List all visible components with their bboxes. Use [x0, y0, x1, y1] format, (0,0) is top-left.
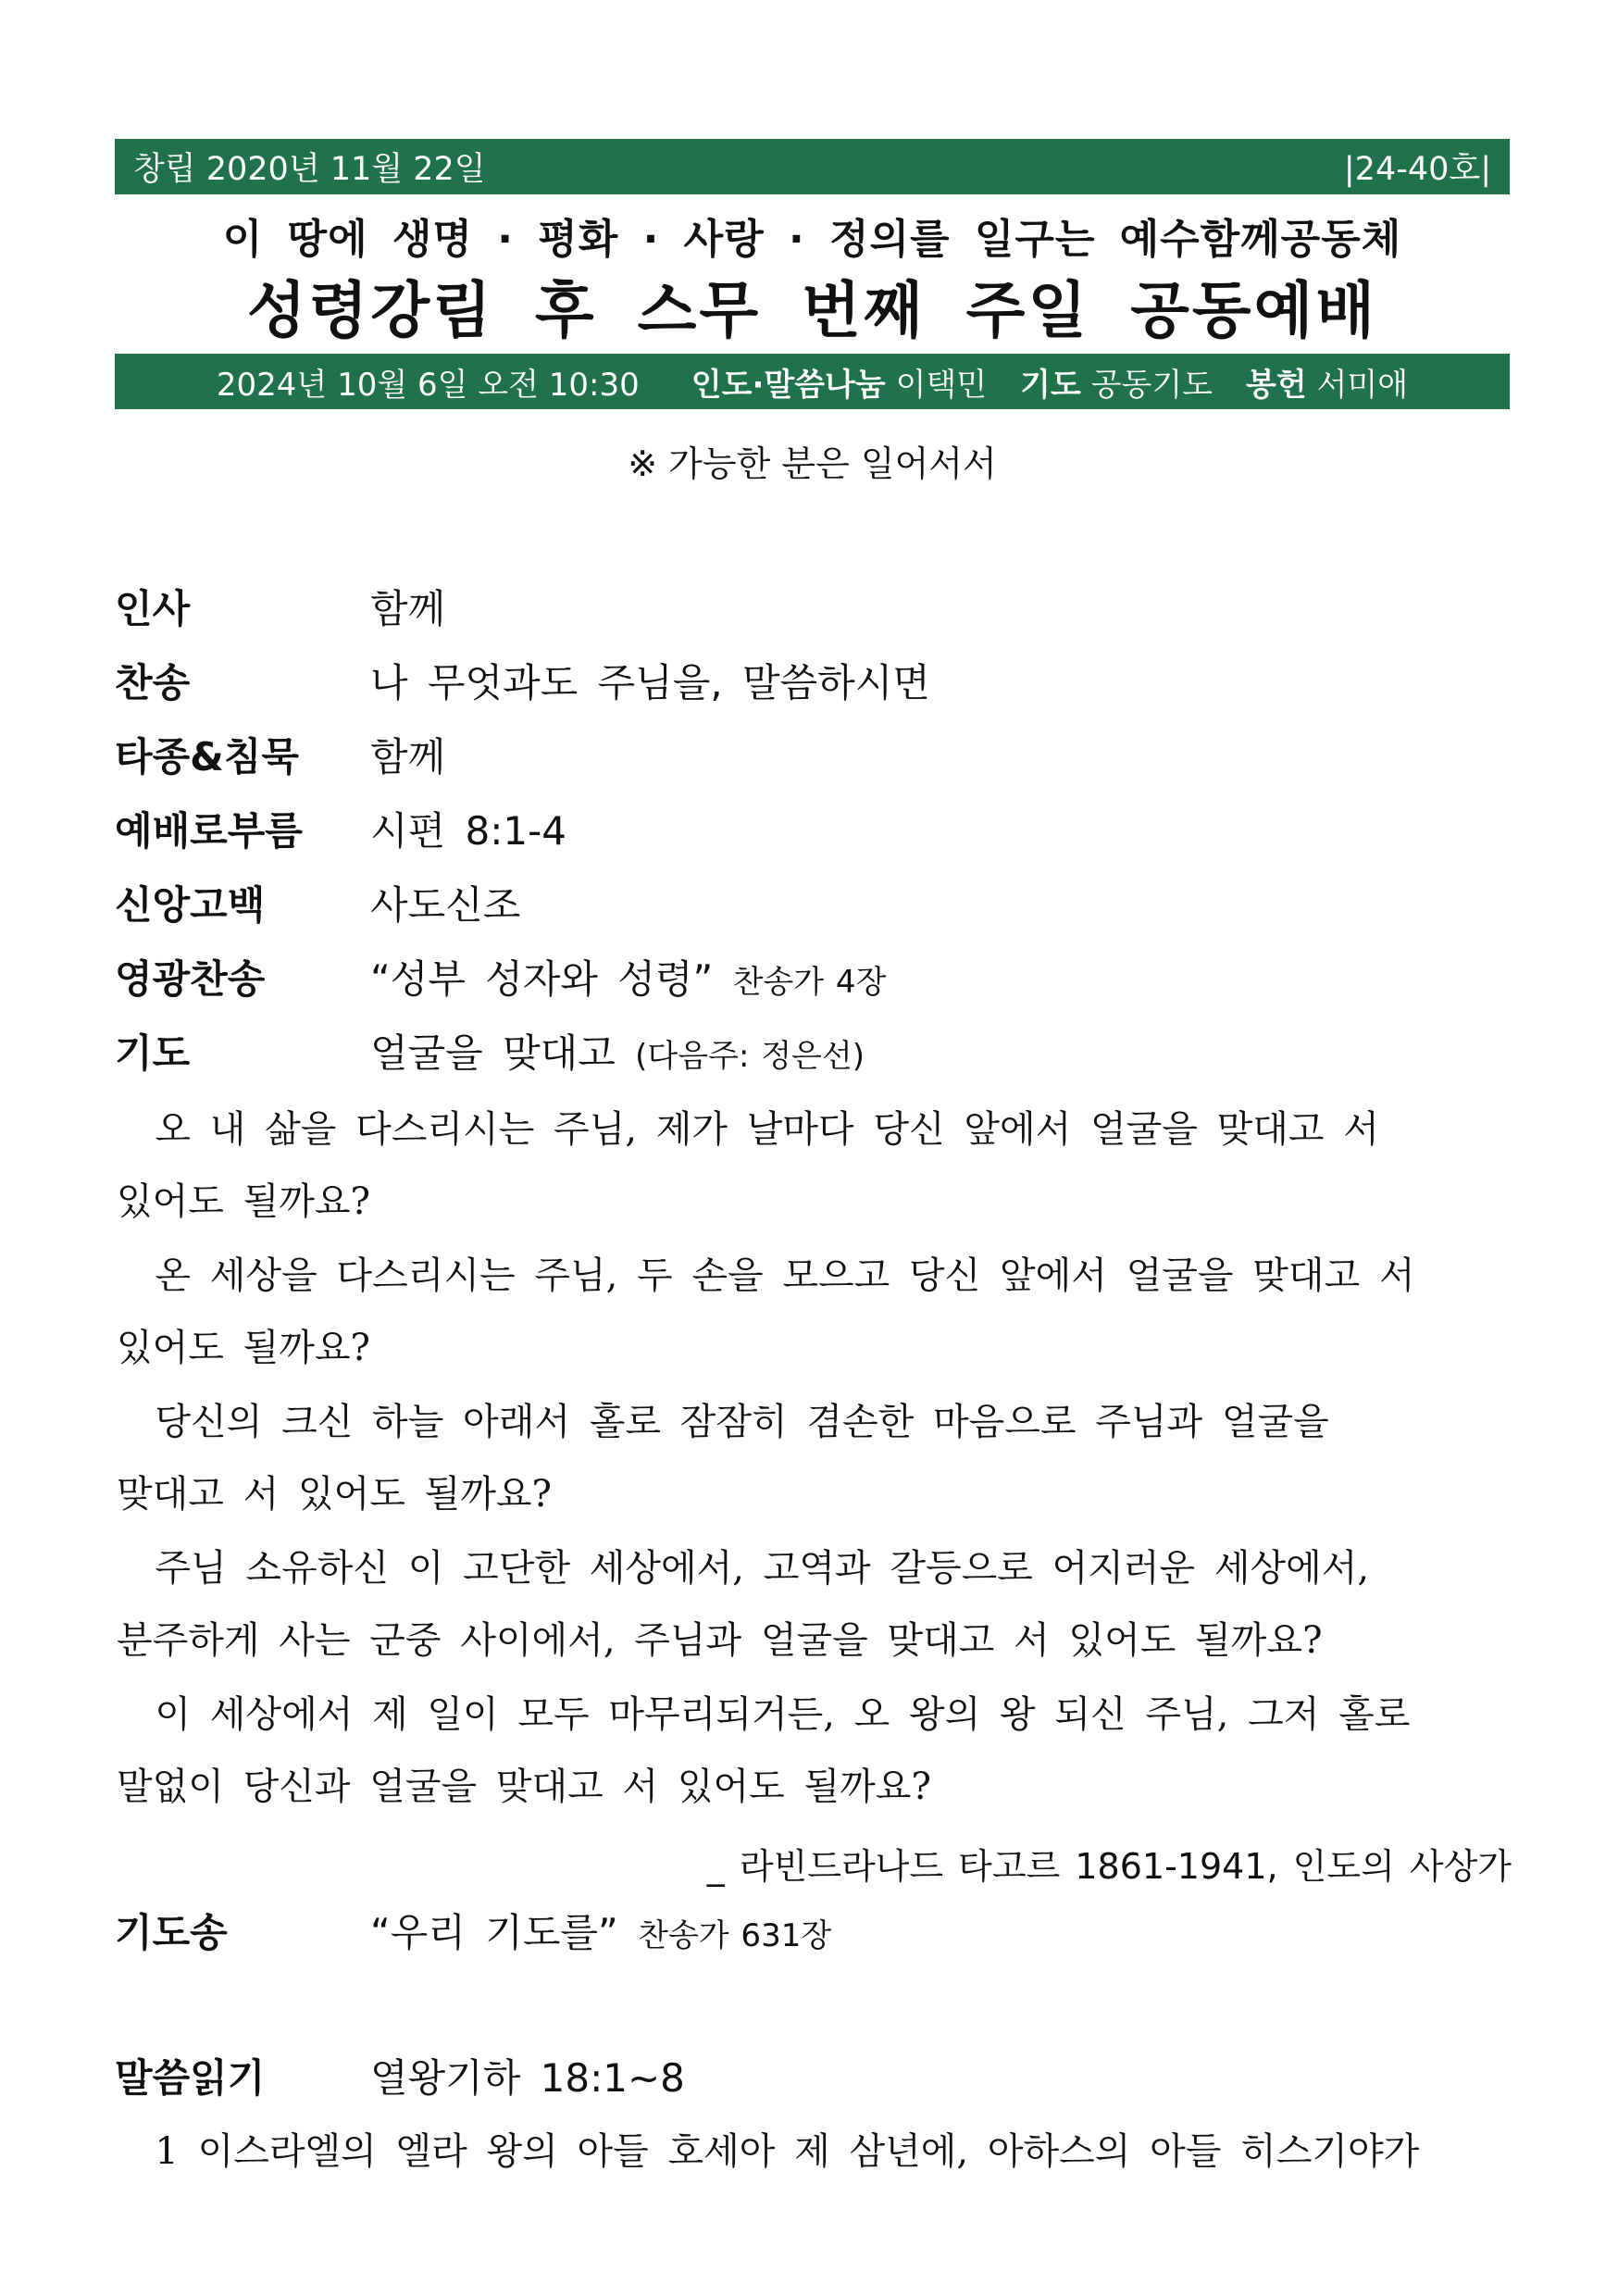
community-subtitle: 이 땅에 생명 · 평화 · 사랑 · 정의를 일구는 예수함께공동체	[222, 216, 1402, 263]
order-value: 함께	[370, 734, 446, 780]
offering-name: 서미애	[1316, 366, 1409, 404]
prayer-attribution: _ 라빈드라나드 타고르 1861-1941, 인도의 사상가	[706, 1846, 1512, 1887]
order-value: 함께	[370, 586, 446, 631]
standing-note: ※ 가능한 분은 일어서서	[628, 443, 997, 484]
order-label: 찬송	[115, 660, 191, 705]
prayer-name: 공동기도	[1090, 366, 1214, 404]
order-value: “성부 성자와 성령”	[370, 956, 714, 1002]
order-value: 시편 8:1-4	[370, 808, 566, 854]
founded-date: 창립 2020년 11월 22일	[133, 151, 486, 188]
lead-label: 인도·말씀나눔	[691, 366, 886, 404]
order-label: 말씀읽기	[115, 2055, 266, 2101]
order-value: 열왕기하 18:1~8	[370, 2055, 685, 2101]
prayer-line: 있어도 될까요?	[117, 1180, 370, 1223]
order-label: 타종&침묵	[115, 734, 299, 780]
prayer-line: 말없이 당신과 얼굴을 맞대고 서 있어도 될까요?	[117, 1766, 931, 1808]
order-label: 기도	[115, 1030, 191, 1076]
offering-label: 봉헌	[1246, 366, 1307, 404]
order-value: “우리 기도를”	[370, 1910, 618, 1955]
order-value: 얼굴을 맞대고	[370, 1030, 616, 1076]
lead-name: 이택민	[895, 366, 988, 404]
next-week-note: (다음주: 정은선)	[635, 1038, 865, 1075]
page-title: 성령강림 후 스무 번째 주일 공동예배	[246, 275, 1378, 346]
order-label: 영광찬송	[115, 956, 266, 1002]
order-value: 나 무엇과도 주님을, 말씀하시면	[370, 660, 930, 705]
order-value: 사도신조	[370, 882, 521, 928]
order-label: 인사	[115, 586, 191, 631]
service-datetime: 2024년 10월 6일 오전 10:30	[216, 366, 640, 404]
order-value-group	[370, 1903, 831, 1958]
prayer-line: 오 내 삶을 다스리시는 주님, 제가 날마다 당신 앞에서 얼굴을 맞대고 서	[117, 1108, 1379, 1151]
scripture-line: 1 이스라엘의 엘라 왕의 아들 호세아 제 삼년에, 아하스의 아들 히스기야가	[117, 2130, 1420, 2173]
order-value-group	[370, 1023, 865, 1079]
hymnal-number: 찬송가 4장	[732, 964, 887, 1001]
order-value-group	[370, 949, 886, 1004]
prayer-line: 온 세상을 다스리시는 주님, 두 손을 모으고 당신 앞에서 얼굴을 맞대고 서	[117, 1254, 1415, 1297]
hymnal-number: 찬송가 631장	[638, 1917, 832, 1954]
prayer-line: 당신의 크신 하늘 아래서 홀로 잠잠히 겸손한 마음으로 주님과 얼굴을	[117, 1401, 1329, 1443]
prayer-line: 이 세상에서 제 일이 모두 마무리되거든, 오 왕의 왕 되신 주님, 그저 홀로	[117, 1693, 1411, 1736]
issue-number: |24-40호|	[1343, 151, 1491, 188]
service-info-bar	[115, 354, 1510, 409]
prayer-line: 맞대고 서 있어도 될까요?	[117, 1473, 552, 1516]
prayer-line: 분주하게 사는 군중 사이에서, 주님과 얼굴을 맞대고 서 있어도 될까요?	[117, 1619, 1323, 1662]
prayer-line: 주님 소유하신 이 고단한 세상에서, 고역과 갈등으로 어지러운 세상에서,	[117, 1547, 1370, 1590]
order-label: 기도송	[115, 1910, 228, 1955]
prayer-label: 기도	[1020, 366, 1081, 404]
order-label: 예배로부름	[115, 808, 303, 854]
order-label: 신앙고백	[115, 882, 266, 928]
prayer-line: 있어도 될까요?	[117, 1327, 370, 1369]
header-bar	[115, 139, 1510, 194]
